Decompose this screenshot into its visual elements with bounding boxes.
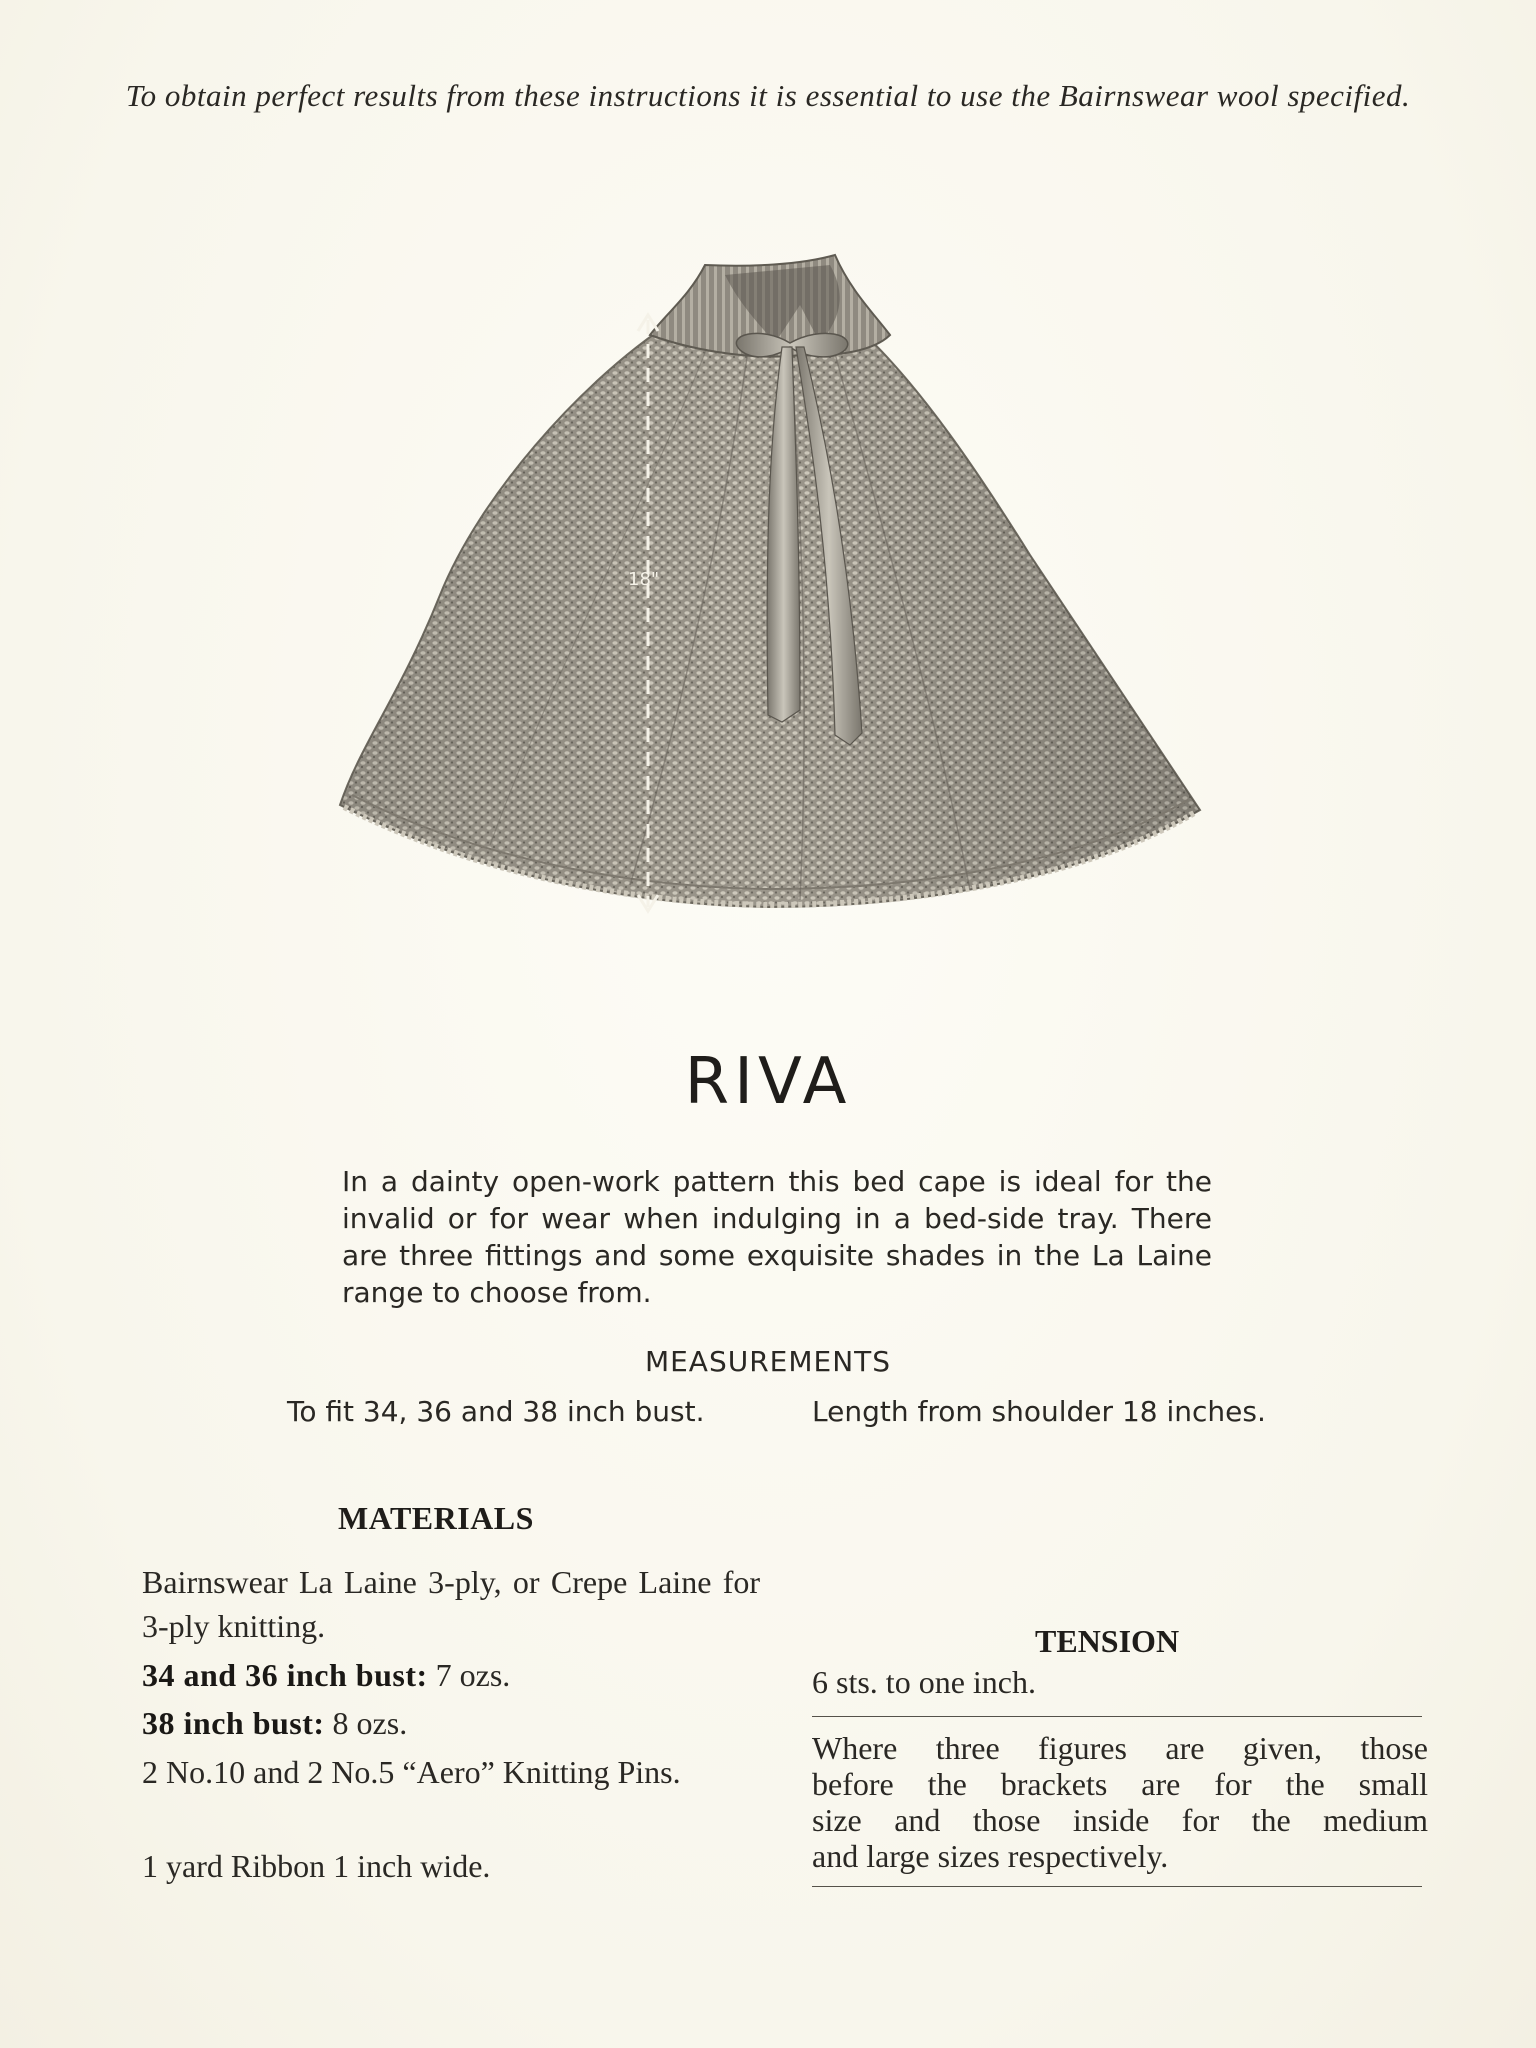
tension-heading: TENSION — [1035, 1623, 1180, 1659]
materials-heading: MATERIALS — [338, 1500, 534, 1536]
materials-pins: 2 No.10 and 2 No.5 “Aero” Knitting Pins. — [142, 1754, 681, 1790]
size-large-label: 38 inch bust: — [142, 1705, 325, 1741]
bed-cape-illustration — [330, 235, 1210, 955]
measurements-length: Length from shoulder 18 inches. — [812, 1395, 1266, 1428]
measurements-heading: MEASUREMENTS — [644, 1345, 892, 1378]
sizes-note — [812, 1730, 1428, 1874]
measurements-fit: To fit 34, 36 and 38 inch bust. — [287, 1395, 705, 1428]
tension-text: 6 sts. to one inch. — [812, 1664, 1036, 1700]
size-small-label: 34 and 36 inch bust: — [142, 1657, 428, 1693]
size-large-value: 8 ozs. — [324, 1705, 408, 1741]
length-label: 18" — [628, 569, 660, 590]
materials-size-large — [142, 1701, 760, 1745]
divider-bottom — [812, 1886, 1422, 1887]
divider-top — [812, 1716, 1422, 1717]
sizes-note-line: size and those inside for the medium — [812, 1802, 1428, 1838]
pattern-title: RIVA — [684, 1045, 852, 1119]
materials-ribbon: 1 yard Ribbon 1 inch wide. — [142, 1848, 491, 1884]
materials-wool: Bairnswear La Laine 3-ply, or Crepe Laine for 3-ply knitting. — [142, 1564, 760, 1644]
intro-paragraph: In a dainty open-work pattern this bed cape is ideal for the invalid or for wear when indulging in a bed-side tray. There are three fittings and some exquisite shades in the La Laine range to choose from. — [342, 1165, 1212, 1309]
wool-notice: To obtain perfect results from these instructions it is essential to use the Bairnswear wool specified. — [125, 78, 1411, 113]
materials-size-small — [142, 1653, 760, 1697]
size-small-value: 7 ozs. — [427, 1657, 511, 1693]
sizes-note-line: Where three figures are given, those — [812, 1730, 1428, 1766]
sizes-note-line: before the brackets are for the small — [812, 1766, 1428, 1802]
sizes-note-line: and large sizes respectively. — [812, 1838, 1169, 1874]
